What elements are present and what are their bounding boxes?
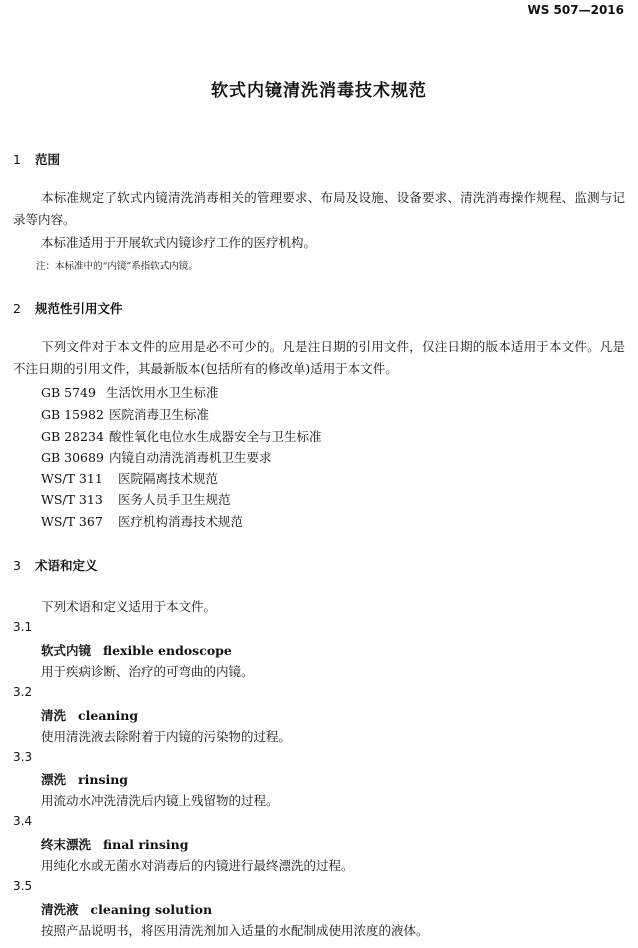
term-english: rinsing	[78, 772, 129, 787]
reference-title: 医务人员手卫生规范	[118, 492, 231, 507]
term-english: cleaning solution	[90, 902, 213, 917]
term-english: cleaning	[78, 708, 139, 723]
term-english: final rinsing	[103, 837, 189, 852]
reference-item	[41, 405, 209, 423]
term-heading	[41, 641, 232, 659]
reference-code: WS/T 313	[41, 492, 103, 507]
reference-title: 酸性氧化电位水生成器安全与卫生标准	[109, 429, 322, 444]
reference-title: 医疗机构消毒技术规范	[118, 514, 244, 529]
reference-code: WS/T 311	[41, 471, 103, 486]
section-1-paragraph-2: 本标准适用于开展软式内镜诊疗工作的医疗机构。	[41, 235, 317, 250]
reference-code: GB 15982	[41, 407, 104, 422]
reference-code: WS/T 367	[41, 514, 103, 529]
section-1-heading	[13, 150, 60, 168]
standard-number: WS 507—2016	[527, 3, 624, 17]
section-1-note: 注：本标准中的“内镜”系指软式内镜。	[36, 261, 198, 272]
term-chinese: 漂洗	[41, 772, 67, 787]
term-english: flexible endoscope	[103, 643, 232, 658]
reference-item	[41, 448, 272, 466]
clause-number: 3.1	[13, 620, 33, 634]
clause-number: 3.2	[13, 685, 33, 699]
reference-item	[41, 490, 231, 508]
reference-title: 内镜自动清洗消毒机卫生要求	[109, 450, 272, 465]
section-title: 规范性引用文件	[35, 301, 123, 316]
reference-title: 医院消毒卫生标准	[109, 407, 210, 422]
reference-code: GB 5749	[41, 385, 96, 400]
section-number: 1	[13, 152, 21, 167]
section-title: 范围	[35, 152, 61, 167]
section-number: 3	[13, 558, 21, 573]
term-heading	[41, 706, 138, 724]
term-chinese: 清洗	[41, 708, 67, 723]
reference-item	[41, 512, 243, 530]
section-title: 术语和定义	[35, 558, 98, 573]
term-definition: 用于疾病诊断、治疗的可弯曲的内镜。	[41, 664, 254, 679]
clause-number: 3.3	[13, 750, 33, 764]
clause-number: 3.5	[13, 879, 33, 893]
term-heading	[41, 900, 212, 918]
term-chinese: 清洗液	[41, 902, 79, 917]
reference-code: GB 30689	[41, 450, 104, 465]
term-chinese: 软式内镜	[41, 643, 92, 658]
section-3-intro: 下列术语和定义适用于本文件。	[41, 599, 217, 614]
term-definition: 用纯化水或无菌水对消毒后的内镜进行最终漂洗的过程。	[41, 858, 354, 873]
term-definition: 按照产品说明书，将医用清洗剂加入适量的水配制成使用浓度的液体。	[41, 923, 429, 938]
reference-item	[41, 383, 219, 401]
clause-number: 3.4	[13, 814, 33, 828]
section-number: 2	[13, 301, 21, 316]
section-3-heading	[13, 556, 98, 574]
reference-item	[41, 469, 218, 487]
term-chinese: 终末漂洗	[41, 837, 92, 852]
term-heading	[41, 835, 188, 853]
reference-item	[41, 427, 322, 445]
reference-title: 生活饮用水卫生标准	[106, 385, 219, 400]
reference-title: 医院隔离技术规范	[118, 471, 219, 486]
section-2-heading	[13, 299, 123, 317]
term-definition: 使用清洗液去除附着于内镜的污染物的过程。	[41, 729, 292, 744]
section-1-paragraph-1: 本标准规定了软式内镜清洗消毒相关的管理要求、布局及设施、设备要求、清洗消毒操作规程、监测与记录等内容。	[13, 190, 625, 227]
reference-code: GB 28234	[41, 429, 104, 444]
section-2-intro: 下列文件对于本文件的应用是必不可少的。凡是注日期的引用文件，仅注日期的版本适用于本文件。凡是不注日期的引用文件，其最新版本(包括所有的修改单)适用于本文件。	[13, 339, 625, 376]
page-title: 软式内镜清洗消毒技术规范	[211, 81, 427, 101]
term-heading	[41, 770, 128, 788]
term-definition: 用流动水冲洗清洗后内镜上残留物的过程。	[41, 793, 279, 808]
